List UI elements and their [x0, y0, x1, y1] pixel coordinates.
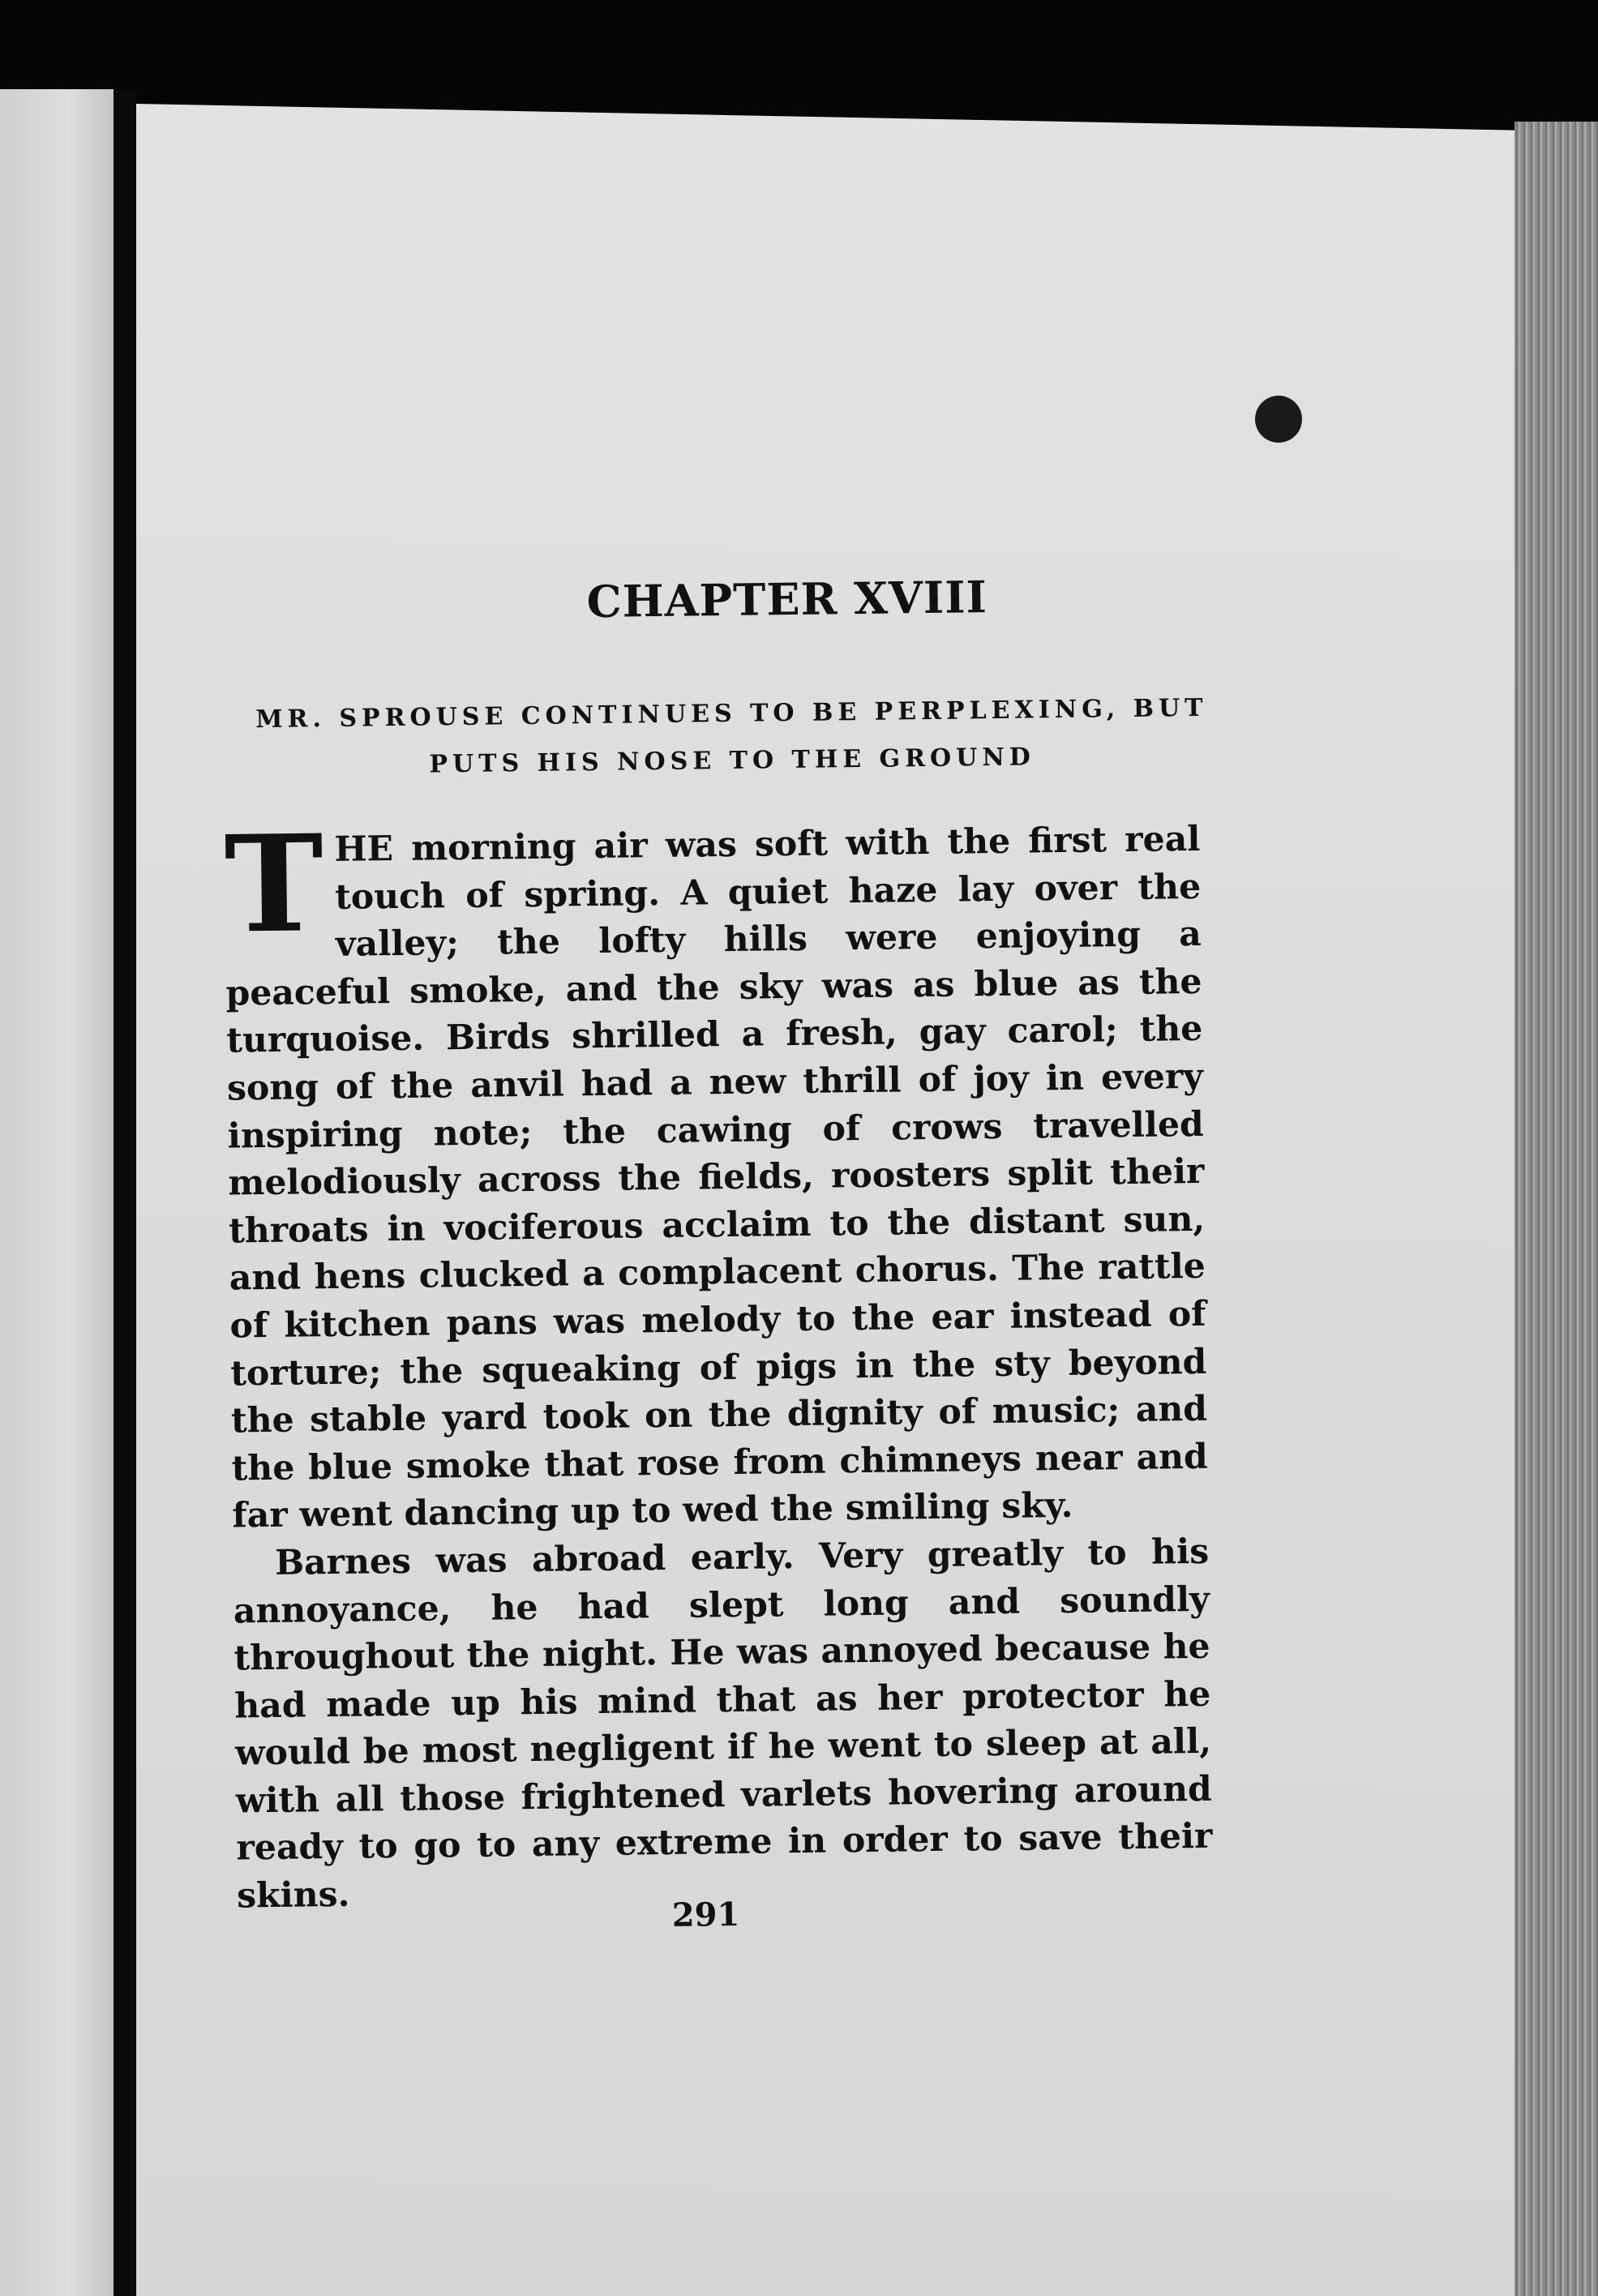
- chapter-subtitle: MR. SPROUSE CONTINUES TO BE PERPLEXING, BUT PUTS HIS NOSE TO THE GROUND: [255, 693, 1208, 779]
- paragraph-1: [223, 805, 1209, 1540]
- chapter-body: [223, 805, 1213, 1920]
- paragraph-2: Barnes was abroad early. Very greatly to his annoyance, he had slept long and soundly throughout the night. He was annoyed because he had made up his mind that as her protector he would be most negligent if he went to sleep at all, with all those frightened varlets hovering around ready to go to any extreme in order to save their skins.: [233, 1531, 1213, 1917]
- paragraph-1-text: HE morning air was soft with the first real touch of spring. A quiet haze lay over the valley; the lofty hills were enjoying a peaceful smoke, and the sky was as blue as the turquoise. Birds shrilled a fresh, gay carol; the song of the anvil had a new thrill of joy in every inspiring note; the cawing of crows travelled melodiously across the fields, roosters split their throats in vociferous acclaim to the distant sun, and hens clucked a complacent chorus. The rattle of kitchen pans was melody to the ear instead of torture; the squeaking of pigs in the sty beyond the stable yard took on the dignity of music; and the blue smoke that rose from chimneys near and far went dancing up to wed the smiling sky.: [225, 818, 1208, 1536]
- page-number: 291: [671, 1895, 740, 1934]
- drop-cap: T: [223, 805, 325, 963]
- chapter-title: CHAPTER XVIII: [586, 571, 988, 628]
